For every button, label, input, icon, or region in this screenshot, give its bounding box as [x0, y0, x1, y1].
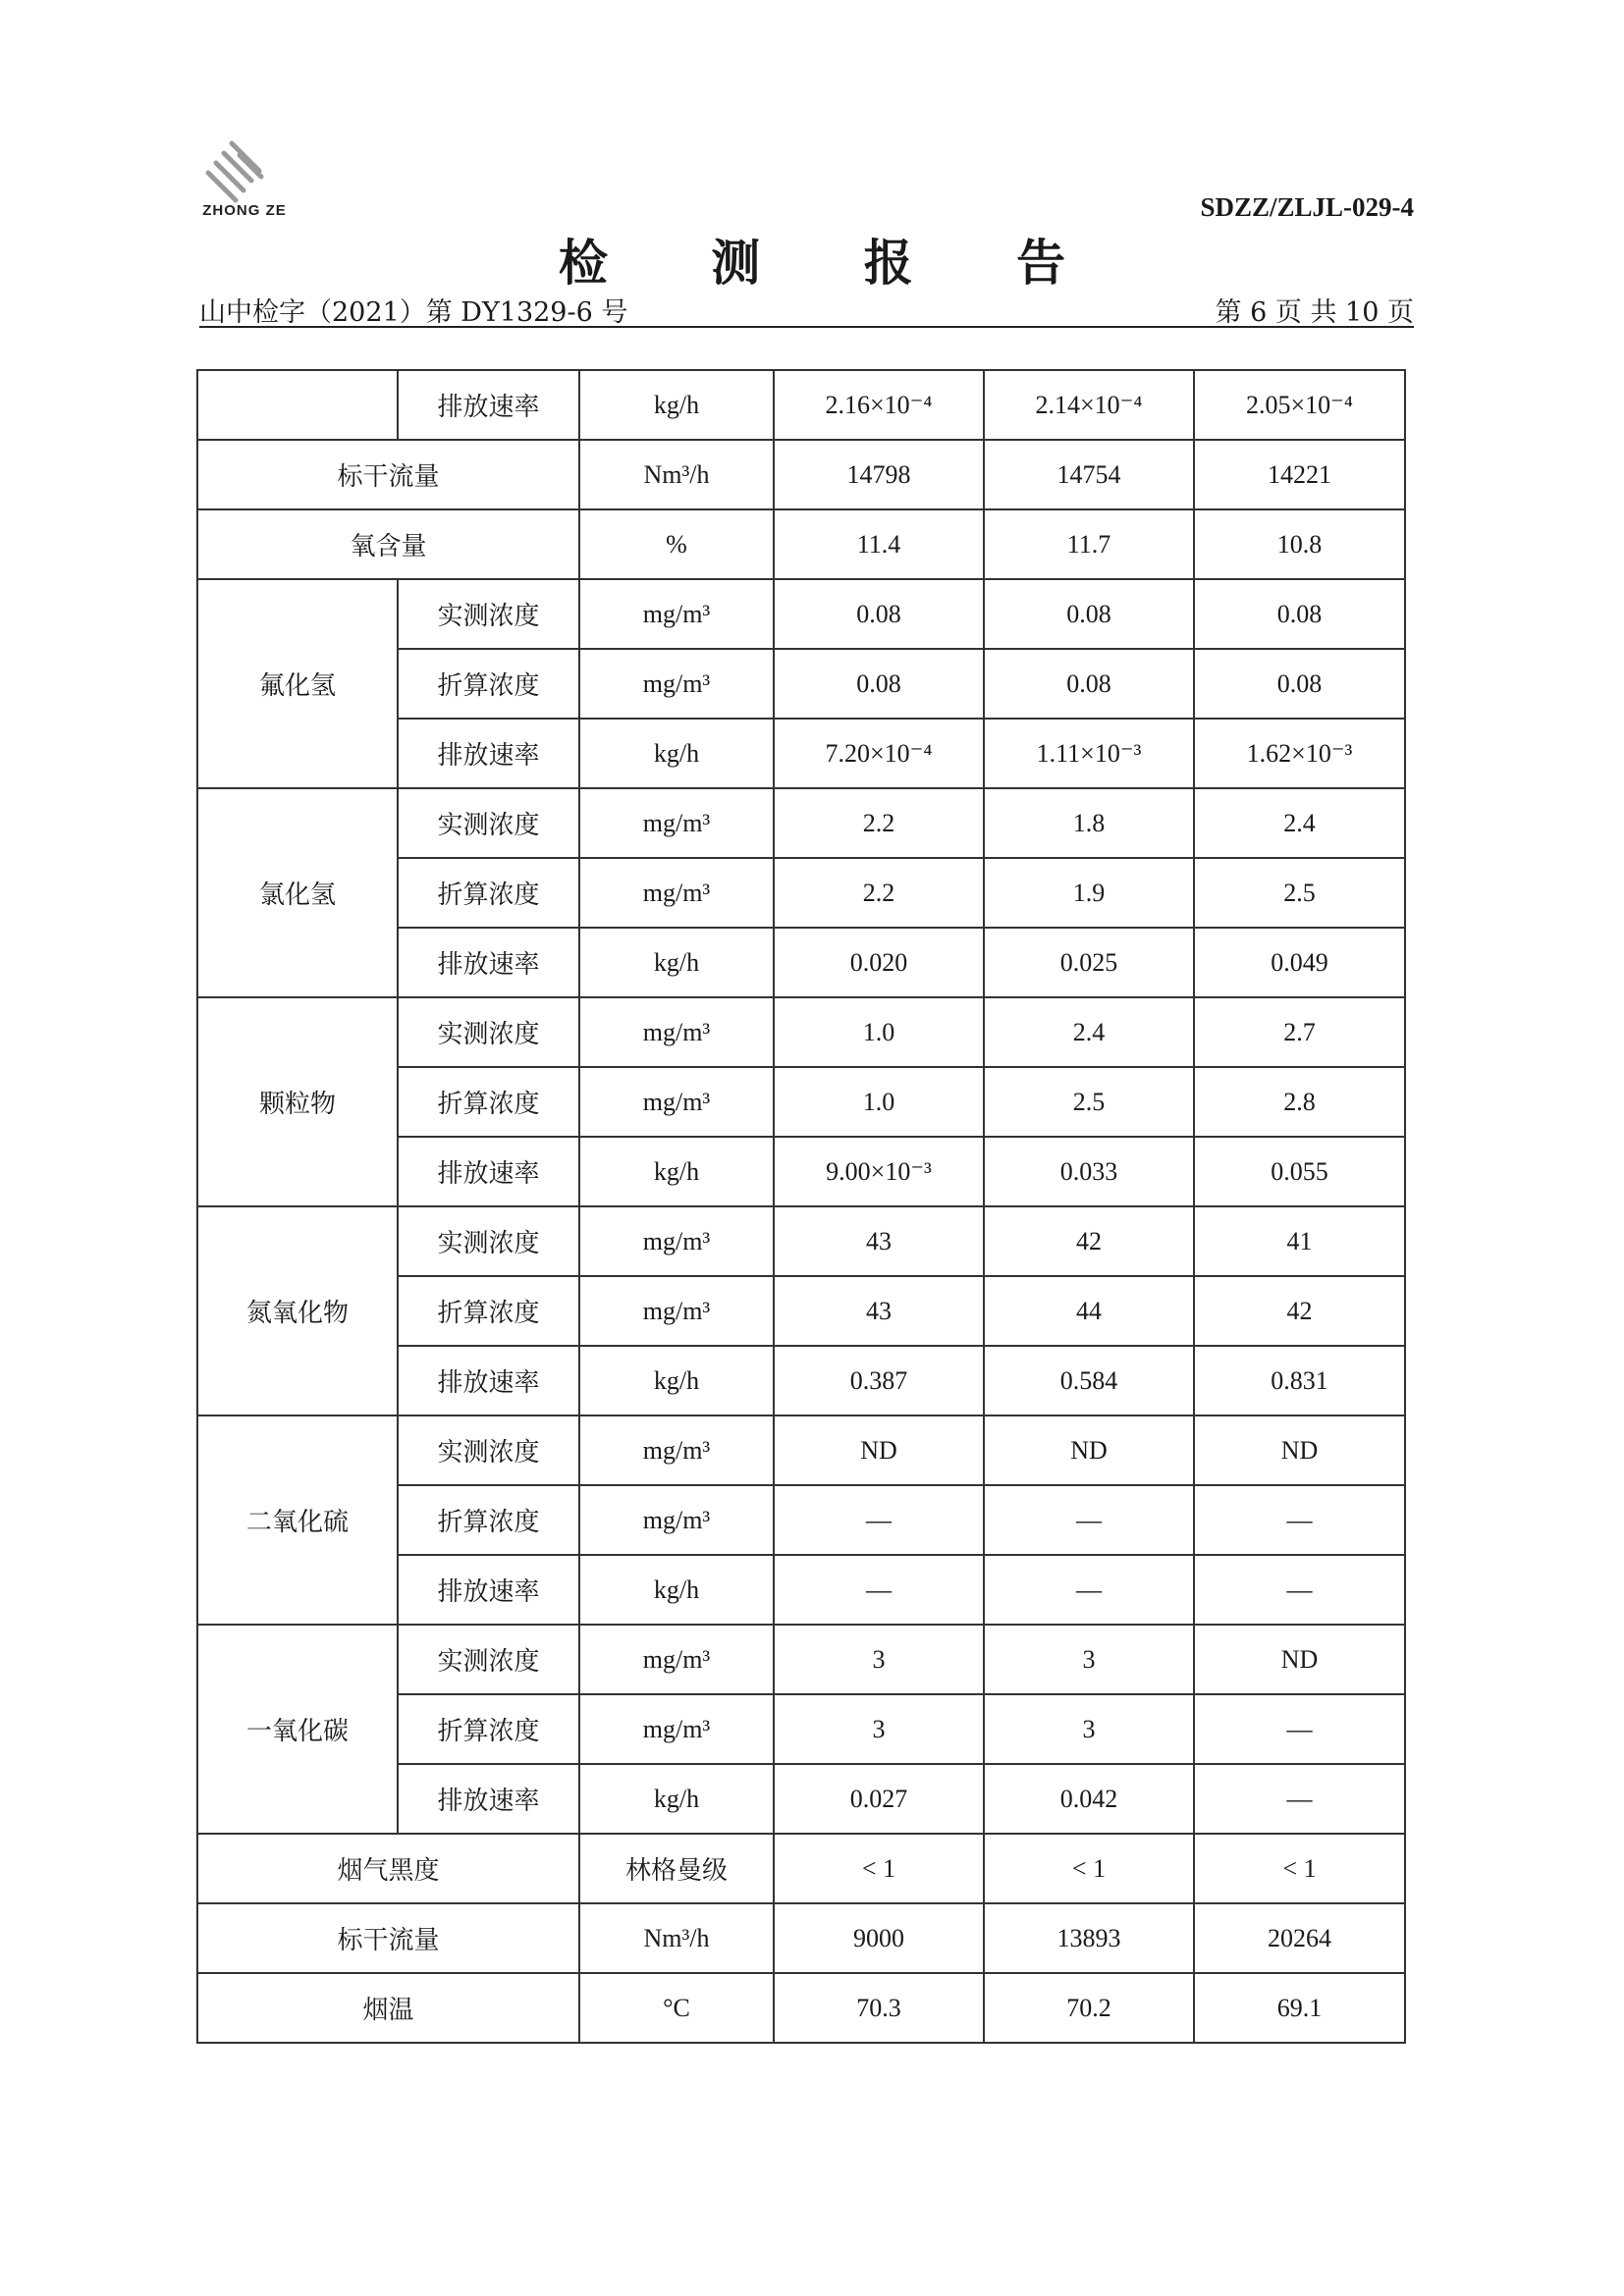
- value-cell-2: 0.033: [984, 1137, 1194, 1206]
- value-cell-3: 20264: [1194, 1903, 1405, 1973]
- value-cell-1: 0.08: [774, 649, 984, 719]
- pollutant-name-cell: 氯化氢: [197, 788, 398, 997]
- item-cell: 排放速率: [398, 1137, 579, 1206]
- value-cell-3: —: [1194, 1764, 1405, 1834]
- value-cell-1: 0.027: [774, 1764, 984, 1834]
- unit-cell: Nm³/h: [579, 440, 774, 509]
- unit-cell: kg/h: [579, 1346, 774, 1415]
- table-row: [197, 440, 1405, 509]
- value-cell-1: 3: [774, 1625, 984, 1694]
- value-cell-3: —: [1194, 1694, 1405, 1764]
- value-cell-1: —: [774, 1485, 984, 1555]
- value-cell-3: —: [1194, 1485, 1405, 1555]
- value-cell-2: 0.08: [984, 579, 1194, 649]
- item-cell: 实测浓度: [398, 1415, 579, 1485]
- unit-cell: mg/m³: [579, 579, 774, 649]
- value-cell-1: 0.08: [774, 579, 984, 649]
- value-cell-1: —: [774, 1555, 984, 1625]
- value-cell-2: 1.9: [984, 858, 1194, 928]
- value-cell-2: 2.4: [984, 997, 1194, 1067]
- unit-cell: 林格曼级: [579, 1834, 774, 1903]
- table-row: [197, 509, 1405, 579]
- value-cell-1: 0.387: [774, 1346, 984, 1415]
- value-cell-3: 2.8: [1194, 1067, 1405, 1137]
- value-cell-1: 1.0: [774, 1067, 984, 1137]
- value-cell-1: 43: [774, 1276, 984, 1346]
- value-cell-2: 70.2: [984, 1973, 1194, 2043]
- value-cell-3: 14221: [1194, 440, 1405, 509]
- table-row: [197, 1625, 1405, 1694]
- value-cell-2: 0.584: [984, 1346, 1194, 1415]
- value-cell-1: 9000: [774, 1903, 984, 1973]
- value-cell-2: 0.08: [984, 649, 1194, 719]
- param-cell-empty: [197, 370, 398, 440]
- value-cell-2: 13893: [984, 1903, 1194, 1973]
- unit-cell: mg/m³: [579, 1485, 774, 1555]
- value-cell-2: 1.11×10⁻³: [984, 719, 1194, 788]
- logo-text: ZHONG ZE: [202, 202, 287, 219]
- unit-cell: mg/m³: [579, 1625, 774, 1694]
- unit-cell: kg/h: [579, 928, 774, 997]
- value-cell-1: 3: [774, 1694, 984, 1764]
- value-cell-2: —: [984, 1485, 1194, 1555]
- value-cell-3: 10.8: [1194, 509, 1405, 579]
- value-cell-3: 0.831: [1194, 1346, 1405, 1415]
- value-cell-2: 0.042: [984, 1764, 1194, 1834]
- value-cell-1: 2.2: [774, 788, 984, 858]
- param-cell: 标干流量: [197, 1903, 579, 1973]
- table-row: [197, 1206, 1405, 1276]
- value-cell-1: 70.3: [774, 1973, 984, 2043]
- value-cell-3: 41: [1194, 1206, 1405, 1276]
- unit-cell: mg/m³: [579, 858, 774, 928]
- param-cell: 烟气黑度: [197, 1834, 579, 1903]
- item-cell: 实测浓度: [398, 579, 579, 649]
- pollutant-name-cell: 一氧化碳: [197, 1625, 398, 1834]
- value-cell-3: 1.62×10⁻³: [1194, 719, 1405, 788]
- table-row: [197, 1834, 1405, 1903]
- unit-cell: mg/m³: [579, 1694, 774, 1764]
- value-cell-2: 3: [984, 1694, 1194, 1764]
- value-cell-3: 69.1: [1194, 1973, 1405, 2043]
- unit-cell: mg/m³: [579, 649, 774, 719]
- table-row: [197, 788, 1405, 858]
- item-cell: 折算浓度: [398, 858, 579, 928]
- value-cell-2: 2.14×10⁻⁴: [984, 370, 1194, 440]
- value-cell-3: < 1: [1194, 1834, 1405, 1903]
- page-title: 检 测 报 告: [558, 234, 1110, 292]
- value-cell-2: 11.7: [984, 509, 1194, 579]
- unit-cell: kg/h: [579, 719, 774, 788]
- value-cell-2: 14754: [984, 440, 1194, 509]
- value-cell-3: 42: [1194, 1276, 1405, 1346]
- item-cell: 排放速率: [398, 1764, 579, 1834]
- results-table: [196, 369, 1406, 2044]
- value-cell-3: 0.08: [1194, 649, 1405, 719]
- value-cell-2: 42: [984, 1206, 1194, 1276]
- report-number: 山中检字（2021）第 DY1329-6 号: [199, 297, 628, 328]
- value-cell-1: 11.4: [774, 509, 984, 579]
- value-cell-1: 14798: [774, 440, 984, 509]
- value-cell-3: 0.08: [1194, 579, 1405, 649]
- pollutant-name-cell: 氮氧化物: [197, 1206, 398, 1415]
- unit-cell: mg/m³: [579, 1276, 774, 1346]
- document-code: SDZZ/ZLJL-029-4: [1200, 192, 1414, 222]
- value-cell-2: 1.8: [984, 788, 1194, 858]
- item-cell: 排放速率: [398, 370, 579, 440]
- value-cell-1: 7.20×10⁻⁴: [774, 719, 984, 788]
- unit-cell: %: [579, 509, 774, 579]
- value-cell-3: 2.4: [1194, 788, 1405, 858]
- unit-cell: mg/m³: [579, 1206, 774, 1276]
- item-cell: 折算浓度: [398, 1276, 579, 1346]
- item-cell: 实测浓度: [398, 997, 579, 1067]
- unit-cell: Nm³/h: [579, 1903, 774, 1973]
- value-cell-3: 2.7: [1194, 997, 1405, 1067]
- report-header-line: [199, 287, 1414, 328]
- item-cell: 实测浓度: [398, 1206, 579, 1276]
- unit-cell: kg/h: [579, 1137, 774, 1206]
- item-cell: 折算浓度: [398, 1694, 579, 1764]
- value-cell-1: 0.020: [774, 928, 984, 997]
- unit-cell: kg/h: [579, 370, 774, 440]
- item-cell: 折算浓度: [398, 1485, 579, 1555]
- table-row: [197, 1973, 1405, 2043]
- value-cell-1: < 1: [774, 1834, 984, 1903]
- item-cell: 折算浓度: [398, 1067, 579, 1137]
- table-row: [197, 1415, 1405, 1485]
- item-cell: 实测浓度: [398, 1625, 579, 1694]
- page-info: 第 6 页 共 10 页: [1215, 297, 1414, 328]
- unit-cell: °C: [579, 1973, 774, 2043]
- table-row: [197, 370, 1405, 440]
- unit-cell: kg/h: [579, 1764, 774, 1834]
- unit-cell: mg/m³: [579, 788, 774, 858]
- value-cell-2: 0.025: [984, 928, 1194, 997]
- table-row: [197, 579, 1405, 649]
- value-cell-1: 9.00×10⁻³: [774, 1137, 984, 1206]
- item-cell: 排放速率: [398, 928, 579, 997]
- table-row: [197, 997, 1405, 1067]
- value-cell-3: 0.049: [1194, 928, 1405, 997]
- pollutant-name-cell: 二氧化硫: [197, 1415, 398, 1625]
- value-cell-1: 43: [774, 1206, 984, 1276]
- value-cell-3: 0.055: [1194, 1137, 1405, 1206]
- item-cell: 排放速率: [398, 719, 579, 788]
- unit-cell: mg/m³: [579, 997, 774, 1067]
- value-cell-2: < 1: [984, 1834, 1194, 1903]
- value-cell-3: 2.05×10⁻⁴: [1194, 370, 1405, 440]
- value-cell-1: 2.16×10⁻⁴: [774, 370, 984, 440]
- item-cell: 排放速率: [398, 1346, 579, 1415]
- value-cell-3: 2.5: [1194, 858, 1405, 928]
- value-cell-2: ND: [984, 1415, 1194, 1485]
- param-cell: 烟温: [197, 1973, 579, 2043]
- param-cell: 标干流量: [197, 440, 579, 509]
- item-cell: 排放速率: [398, 1555, 579, 1625]
- value-cell-2: —: [984, 1555, 1194, 1625]
- param-cell: 氧含量: [197, 509, 579, 579]
- item-cell: 折算浓度: [398, 649, 579, 719]
- pollutant-name-cell: 颗粒物: [197, 997, 398, 1206]
- value-cell-3: —: [1194, 1555, 1405, 1625]
- pollutant-name-cell: 氟化氢: [197, 579, 398, 788]
- value-cell-2: 2.5: [984, 1067, 1194, 1137]
- value-cell-3: ND: [1194, 1415, 1405, 1485]
- unit-cell: mg/m³: [579, 1067, 774, 1137]
- unit-cell: mg/m³: [579, 1415, 774, 1485]
- item-cell: 实测浓度: [398, 788, 579, 858]
- unit-cell: kg/h: [579, 1555, 774, 1625]
- table-row: [197, 1903, 1405, 1973]
- value-cell-1: 2.2: [774, 858, 984, 928]
- value-cell-1: ND: [774, 1415, 984, 1485]
- value-cell-3: ND: [1194, 1625, 1405, 1694]
- value-cell-2: 44: [984, 1276, 1194, 1346]
- value-cell-1: 1.0: [774, 997, 984, 1067]
- value-cell-2: 3: [984, 1625, 1194, 1694]
